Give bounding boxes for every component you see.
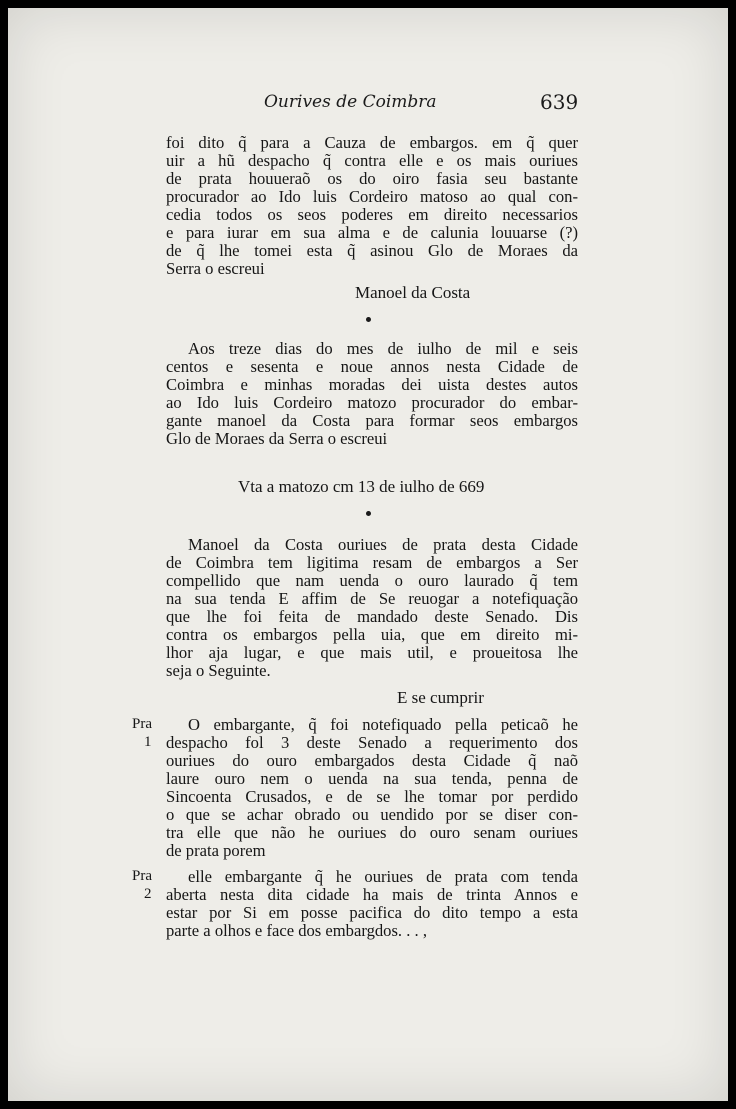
closing-phrase: E se cumprir: [397, 688, 484, 707]
text-line: Serra o escreui: [166, 259, 265, 278]
text-line: Coimbra e minhas moradas dei uista destes autos: [166, 375, 578, 394]
text-line: contra os embargos pella uia, que em direito mi-: [166, 625, 578, 644]
text-line: tra elle que não he ouriues do ouro senam ouriues: [166, 823, 578, 842]
text-line: O embargante, q̃ foi notefiquado pella peticaõ he: [188, 715, 578, 734]
text-line: centos e sesenta e noue annos nesta Cidade de: [166, 357, 578, 376]
text-line: o que se achar obrado ou uendido por se diser con-: [166, 805, 578, 824]
text-line: de prata porem: [166, 841, 266, 860]
text-line: despacho fol 3 deste Senado a requerimento dos: [166, 733, 578, 752]
text-line: seja o Seguinte.: [166, 661, 271, 680]
text-line: ao Ido luis Cordeiro matozo procurador do embar-: [166, 393, 578, 412]
text-line: de prata houueraõ os do oiro fasia seu bastante: [166, 169, 578, 188]
vista-note: Vta a matozo cm 13 de iulho de 669: [238, 477, 485, 496]
text-line: foi dito q̃ para a Cauza de embargos. em q̃ quer: [166, 133, 578, 152]
text-line: ouriues do ouro embargados desta Cidade q̃ naõ: [166, 751, 578, 770]
text-line: aberta nesta dita cidade ha mais de trinta Annos e: [166, 885, 578, 904]
section-dot: [366, 511, 371, 516]
text-line: procurador ao Ido luis Cordeiro matoso ao qual con-: [166, 187, 578, 206]
text-line: de q̃ lhe tomei esta q̃ asinou Glo de Moraes da: [166, 241, 578, 260]
signature-manoel: Manoel da Costa: [355, 283, 471, 302]
page-number: 639: [540, 90, 579, 114]
text-line: compellido que nam uenda o ouro laurado q̃ tem: [166, 571, 578, 590]
text-line: na sua tenda E affim de Se reuogar a notefiquação: [166, 589, 578, 608]
text-line: laure ouro nem o uenda na sua tenda, penna de: [166, 769, 578, 788]
document-page: [8, 8, 728, 1101]
running-header-title: Ourives de Coimbra: [264, 92, 437, 112]
text-line: lhor aja lugar, e que mais util, e proueitosa lhe: [166, 643, 578, 662]
text-line: Aos treze dias do mes de iulho de mil e seis: [188, 339, 578, 358]
text-line: uir a hũ despacho q̃ contra elle e os mais ouriues: [166, 151, 578, 170]
text-line: elle embargante q̃ he ouriues de prata com tenda: [188, 867, 578, 886]
text-line: Sincoenta Crusados, e de se lhe tomar por perdido: [166, 787, 578, 806]
text-line: de Coimbra tem ligitima resam de embargos a Ser: [166, 553, 578, 572]
text-line: Manoel da Costa ouriues de prata desta Cidade: [188, 535, 578, 554]
text-line: cedia todos os seos poderes em direito necessarios: [166, 205, 578, 224]
text-line: estar por Si em posse pacifica do dito tempo a esta: [166, 903, 578, 922]
margin-label-pra: Pra: [132, 868, 152, 884]
text-line: gante manoel da Costa para formar seos embargos: [166, 411, 578, 430]
text-line: Glo de Moraes da Serra o escreui: [166, 429, 388, 448]
section-dot: [366, 317, 371, 322]
margin-label-pra: Pra: [132, 716, 152, 732]
text-line: que lhe foi feita de mandado deste Senado. Dis: [166, 607, 578, 626]
margin-number: 1: [144, 734, 152, 750]
margin-number: 2: [144, 886, 152, 902]
text-line: parte a olhos e face dos embargdos. . . ,: [166, 921, 427, 940]
text-line: e para iurar em sua alma e de calunia louuarse (?): [166, 223, 578, 242]
